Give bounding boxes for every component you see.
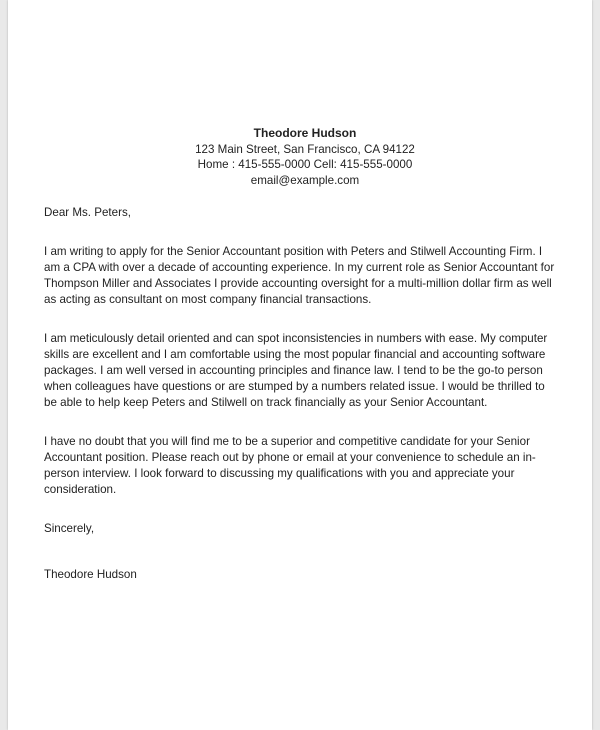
letter-signature: Theodore Hudson: [44, 568, 137, 581]
letter-header: [52, 126, 558, 188]
document-page: [8, 0, 592, 730]
letter-body-paragraph-3: [44, 434, 558, 498]
letter-greeting: Dear Ms. Peters,: [44, 206, 131, 219]
paragraph-text: I am writing to apply for the Senior Accountant position with Peters and Stilwell Accounting Firm. I am a CPA with over a decade of accounting experience. In my current role as Senior Accountant for Thompson Miller and Associates I provide accounting oversight for a multi-million dollar firm as well as acting as consultant on most company financial transactions.: [44, 245, 555, 306]
sender-phones: Home : 415-555-0000 Cell: 415-555-0000: [197, 158, 413, 171]
letter-closing: Sincerely,: [44, 522, 95, 535]
paragraph-text: I have no doubt that you will find me to be a superior and competitive candidate for your Senior Accountant position. Please reach out by phone or email at your convenience to schedule an in-person interview. I look forward to discussing my qualifications with you and appreciate your consideration.: [44, 435, 536, 496]
sender-email: email@example.com: [250, 173, 360, 187]
letter-body-paragraph-1: [44, 244, 558, 308]
sender-name: Theodore Hudson: [253, 126, 357, 140]
cover-letter: [44, 126, 558, 583]
letter-body-paragraph-2: [44, 331, 558, 411]
sender-address: 123 Main Street, San Francisco, CA 94122: [195, 142, 415, 156]
paragraph-text: I am meticulously detail oriented and can spot inconsistencies in numbers with ease. My computer skills are excellent and I am comfortable using the most popular financial and accounting software packages. I am well versed in accounting principles and finance law. I tend to be the go-to person when colleagues have questions or are stumped by a numbers related issue. I would be thrilled to be able to help keep Peters and Stilwell on track financially as your Senior Accountant.: [44, 332, 548, 409]
